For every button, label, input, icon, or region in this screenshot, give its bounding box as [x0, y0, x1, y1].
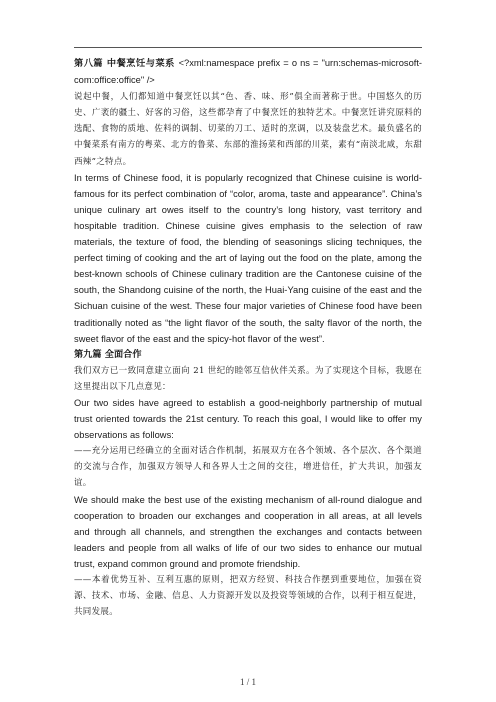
header-rule — [74, 47, 422, 48]
section-9-chinese-paragraph-1: 我们双方已一致同意建立面向 21 世纪的睦邻互信伙伴关系。为了实现这个目标，我愿在这里提出以下几点意见： — [74, 365, 422, 392]
section-8-chinese-paragraph: 说起中餐，人们都知道中餐烹饪以其“色、香、味、形”俱全而著称于世。中国悠久的历史、广袤的疆土、好客的习俗，这些都孕育了中餐烹饪的独特艺术。中餐烹饪讲究原料的选配、食物的质地、佐料的调制、切菜的刀工、适时的烹调，以及装盘艺术。最负盛名的中餐菜系有南方的粤菜、北方的鲁菜、东部的淮扬菜和西部的川菜，素有“南淡北咸，东甜西辣”之特点。 — [74, 92, 422, 167]
section-9-heading: 第九篇 全面合作 — [74, 348, 142, 360]
section-8-xml-artifact: <?xml:namespace prefix = o ns = "urn:schemas-microsoft-com:office:office" /> — [74, 58, 422, 86]
section-8-title: 第八篇 中餐烹饪与菜系 — [74, 58, 175, 69]
section-9-chinese-paragraph-2: ——充分运用已经确立的全面对话合作机制，拓展双方在各个领域、各个层次、各个渠道的交流与合作，加强双方领导人和各界人士之间的交往，增进信任，扩大共识，加强友谊。 — [74, 446, 422, 489]
section-9-chinese-paragraph-3: ——本着优势互补、互利互惠的原则，把双方经贸、科技合作摆到重要地位，加强在资源、技术、市场、金融、信息、人力资源开发以及投资等领域的合作，以利于相互促进，共同发展。 — [74, 575, 422, 618]
section-9-english-paragraph-2: We should make the best use of the existing mechanism of all-round dialogue and cooperation to broaden our exchanges and cooperation in all areas, at all levels and through all channels, and strengthen the exchanges and contacts between leaders and people from all walks of life of our two sides to enhance our mutual trust, expand common ground and promote friendship. — [74, 494, 422, 569]
section-8-english-paragraph: In terms of Chinese food, it is popularly recognized that Chinese cuisine is world-famous for its perfect combination of “color, aroma, taste and appearance”. China’s unique culinary art owes itself to the country’s long history, vast territory and hospitable tradition. Chinese cuisine gives emphasis to the selection of raw materials, the texture of food, the blending of seasonings slicing techniques, the perfect timing of cooking and the art of laying out the food on the plate, among the best-known schools of Chinese culinary tradition are the Cantonese cuisine of the south, the Shandong cuisine of the north, the Huai-Yang cuisine of the east and the Sichuan cuisine of the west. These four major varieties of Chinese food have been traditionally noted as “the light flavor of the south, the salty flavor of the north, the sweet flavor of the east and the spicy-hot flavor of the west”. — [74, 172, 422, 344]
page-number: 1 / 1 — [239, 677, 256, 687]
section-8-heading — [74, 55, 422, 89]
document-body — [74, 55, 422, 620]
section-9-english-paragraph-1: Our two sides have agreed to establish a good-neighborly partnership of mutual trust oriented towards the 21st century. To reach this goal, I would like to offer my observations as follows: — [74, 397, 422, 441]
